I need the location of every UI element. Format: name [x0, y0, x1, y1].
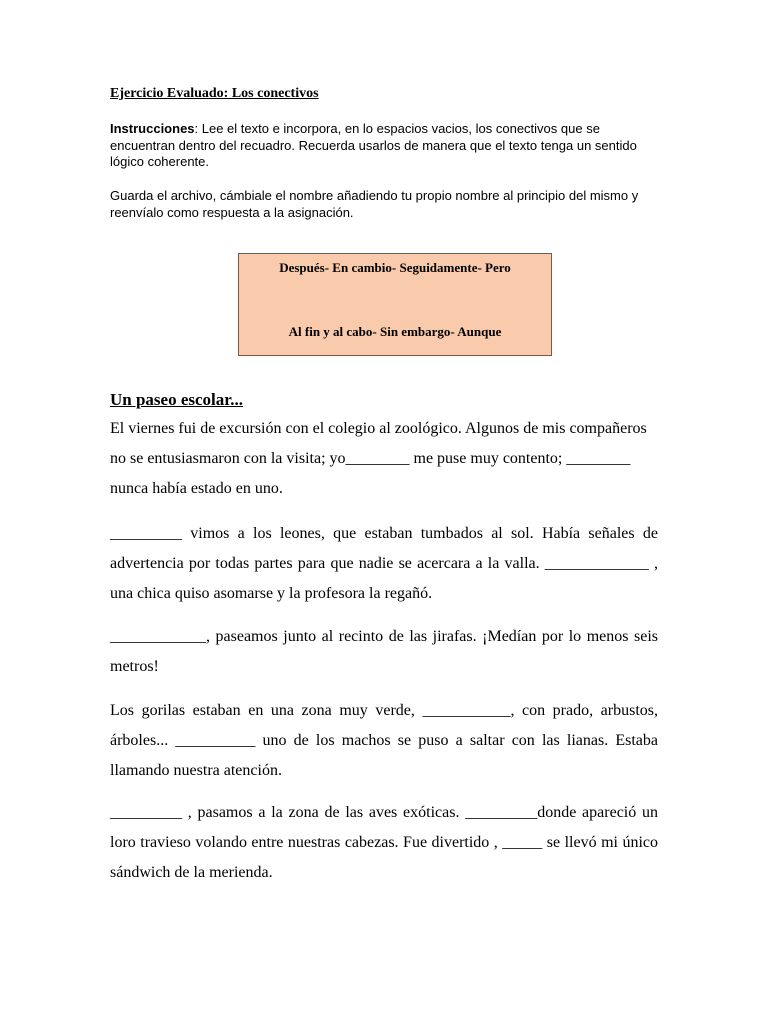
- story-paragraph: _________ vimos a los leones, que estaban tumbados al sol. Había señales de advertencia por todas partes para que nadie se acercara a la valla. _____________ , una chica quiso asomarse y la profesora la regañó.: [110, 525, 658, 602]
- instructions: [110, 121, 650, 171]
- story-paragraph: Los gorilas estaban en una zona muy verde, ___________, con prado, arbustos, árboles... __________ uno de los machos se puso a saltar con las lianas. Estaba llamando nuestra atención.: [110, 702, 658, 779]
- page-title: Ejercicio Evaluado: Los conectivos: [110, 86, 319, 101]
- save-instructions: Guarda el archivo, cámbiale el nombre añadiendo tu propio nombre al principio del mismo y reenvíalo como respuesta a la asignación.: [110, 188, 639, 220]
- story-title: Un paseo escolar...: [110, 390, 244, 409]
- connectives-line-2: Al fin y al cabo- Sin embargo- Aunque: [288, 324, 502, 339]
- story-paragraph: ____________, paseamos junto al recinto de las jirafas. ¡Medían por lo menos seis metros!: [110, 628, 658, 675]
- connectives-box: [238, 253, 552, 356]
- connectives-line-1: Después- En cambio- Seguidamente- Pero: [279, 260, 511, 275]
- instructions-text: : Lee el texto e incorpora, en lo espacios vacios, los conectivos que se encuentran dentro del recuadro. Recuerda usarlos de manera que el texto tenga un sentido lógico coherente.: [110, 121, 637, 169]
- story-paragraph: El viernes fui de excursión con el colegio al zoológico. Algunos de mis compañeros no se entusiasmaron con la visita; yo________ me puse muy contento; ________ nunca había estado en uno.: [110, 420, 647, 497]
- story-paragraph: _________ , pasamos a la zona de las aves exóticas. _________donde apareció un loro travieso volando entre nuestras cabezas. Fue divertido , _____ se llevó mi único sándwich de la merienda.: [110, 804, 658, 881]
- instructions-label: Instrucciones: [110, 121, 195, 136]
